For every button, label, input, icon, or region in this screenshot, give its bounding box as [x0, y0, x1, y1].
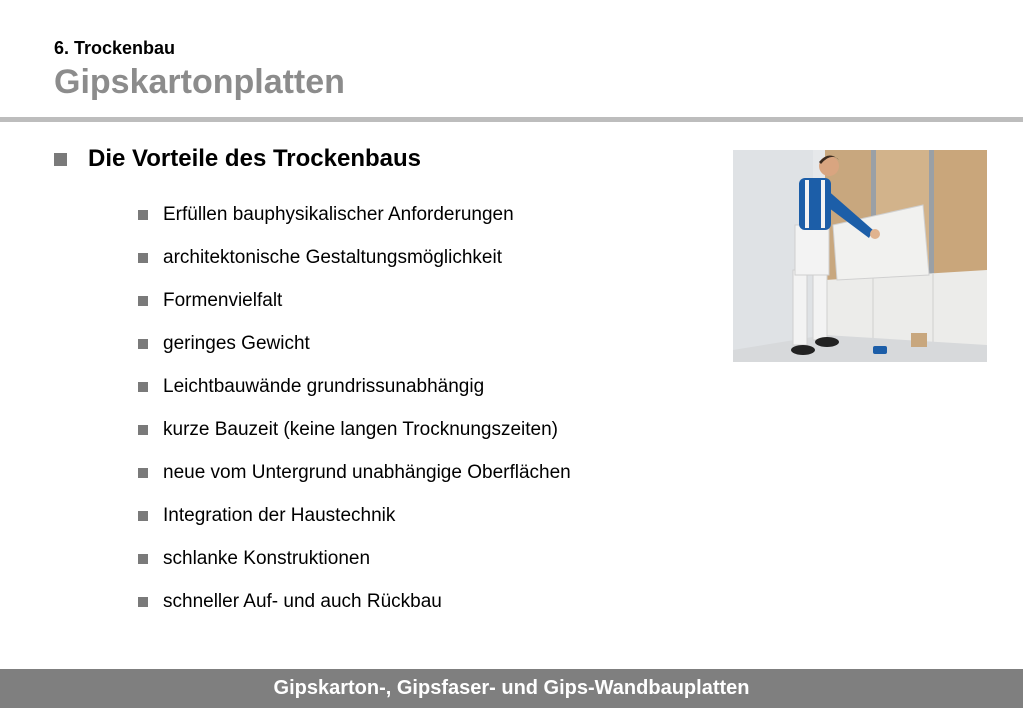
square-bullet-icon	[138, 425, 148, 435]
list-item-label: schlanke Konstruktionen	[163, 547, 371, 569]
list-item	[138, 322, 571, 365]
list-item	[138, 365, 571, 408]
square-bullet-icon	[138, 382, 148, 392]
square-bullet-icon	[138, 253, 148, 263]
list-item	[138, 580, 571, 623]
square-bullet-icon	[54, 153, 67, 166]
square-bullet-icon	[138, 339, 148, 349]
section-subtitle: 6. Trockenbau	[54, 38, 176, 58]
page-title: Gipskartonplatten	[54, 63, 345, 101]
square-bullet-icon	[138, 468, 148, 478]
list-item	[138, 494, 571, 537]
advantages-list	[138, 193, 571, 623]
list-item-label: Integration der Haustechnik	[163, 504, 396, 526]
main-bullet-item	[54, 145, 421, 173]
list-item-label: architektonische Gestaltungsmöglichkeit	[163, 246, 503, 268]
list-item-label: geringes Gewicht	[163, 332, 310, 354]
list-item-label: Leichtbauwände grundrissunabhängig	[163, 375, 485, 397]
drywall-worker-photo	[733, 150, 987, 362]
footer-bar	[0, 669, 1023, 708]
list-item-label: neue vom Untergrund unabhängige Oberflächen	[163, 461, 571, 483]
list-item-label: Erfüllen bauphysikalischer Anforderungen	[163, 203, 514, 225]
main-bullet-label: Die Vorteile des Trockenbaus	[88, 145, 422, 172]
footer-text: Gipskarton-, Gipsfaser- und Gips-Wandbauplatten	[273, 677, 750, 699]
square-bullet-icon	[138, 597, 148, 607]
list-item	[138, 537, 571, 580]
list-item-label: schneller Auf- und auch Rückbau	[163, 590, 442, 612]
square-bullet-icon	[138, 296, 148, 306]
list-item	[138, 279, 571, 322]
square-bullet-icon	[138, 210, 148, 220]
list-item	[138, 408, 571, 451]
list-item	[138, 451, 571, 494]
list-item	[138, 193, 571, 236]
list-item-label: Formenvielfalt	[163, 289, 283, 311]
square-bullet-icon	[138, 554, 148, 564]
list-item-label: kurze Bauzeit (keine langen Trocknungszeiten)	[163, 418, 559, 440]
list-item	[138, 236, 571, 279]
square-bullet-icon	[138, 511, 148, 521]
header-divider	[0, 117, 1023, 122]
